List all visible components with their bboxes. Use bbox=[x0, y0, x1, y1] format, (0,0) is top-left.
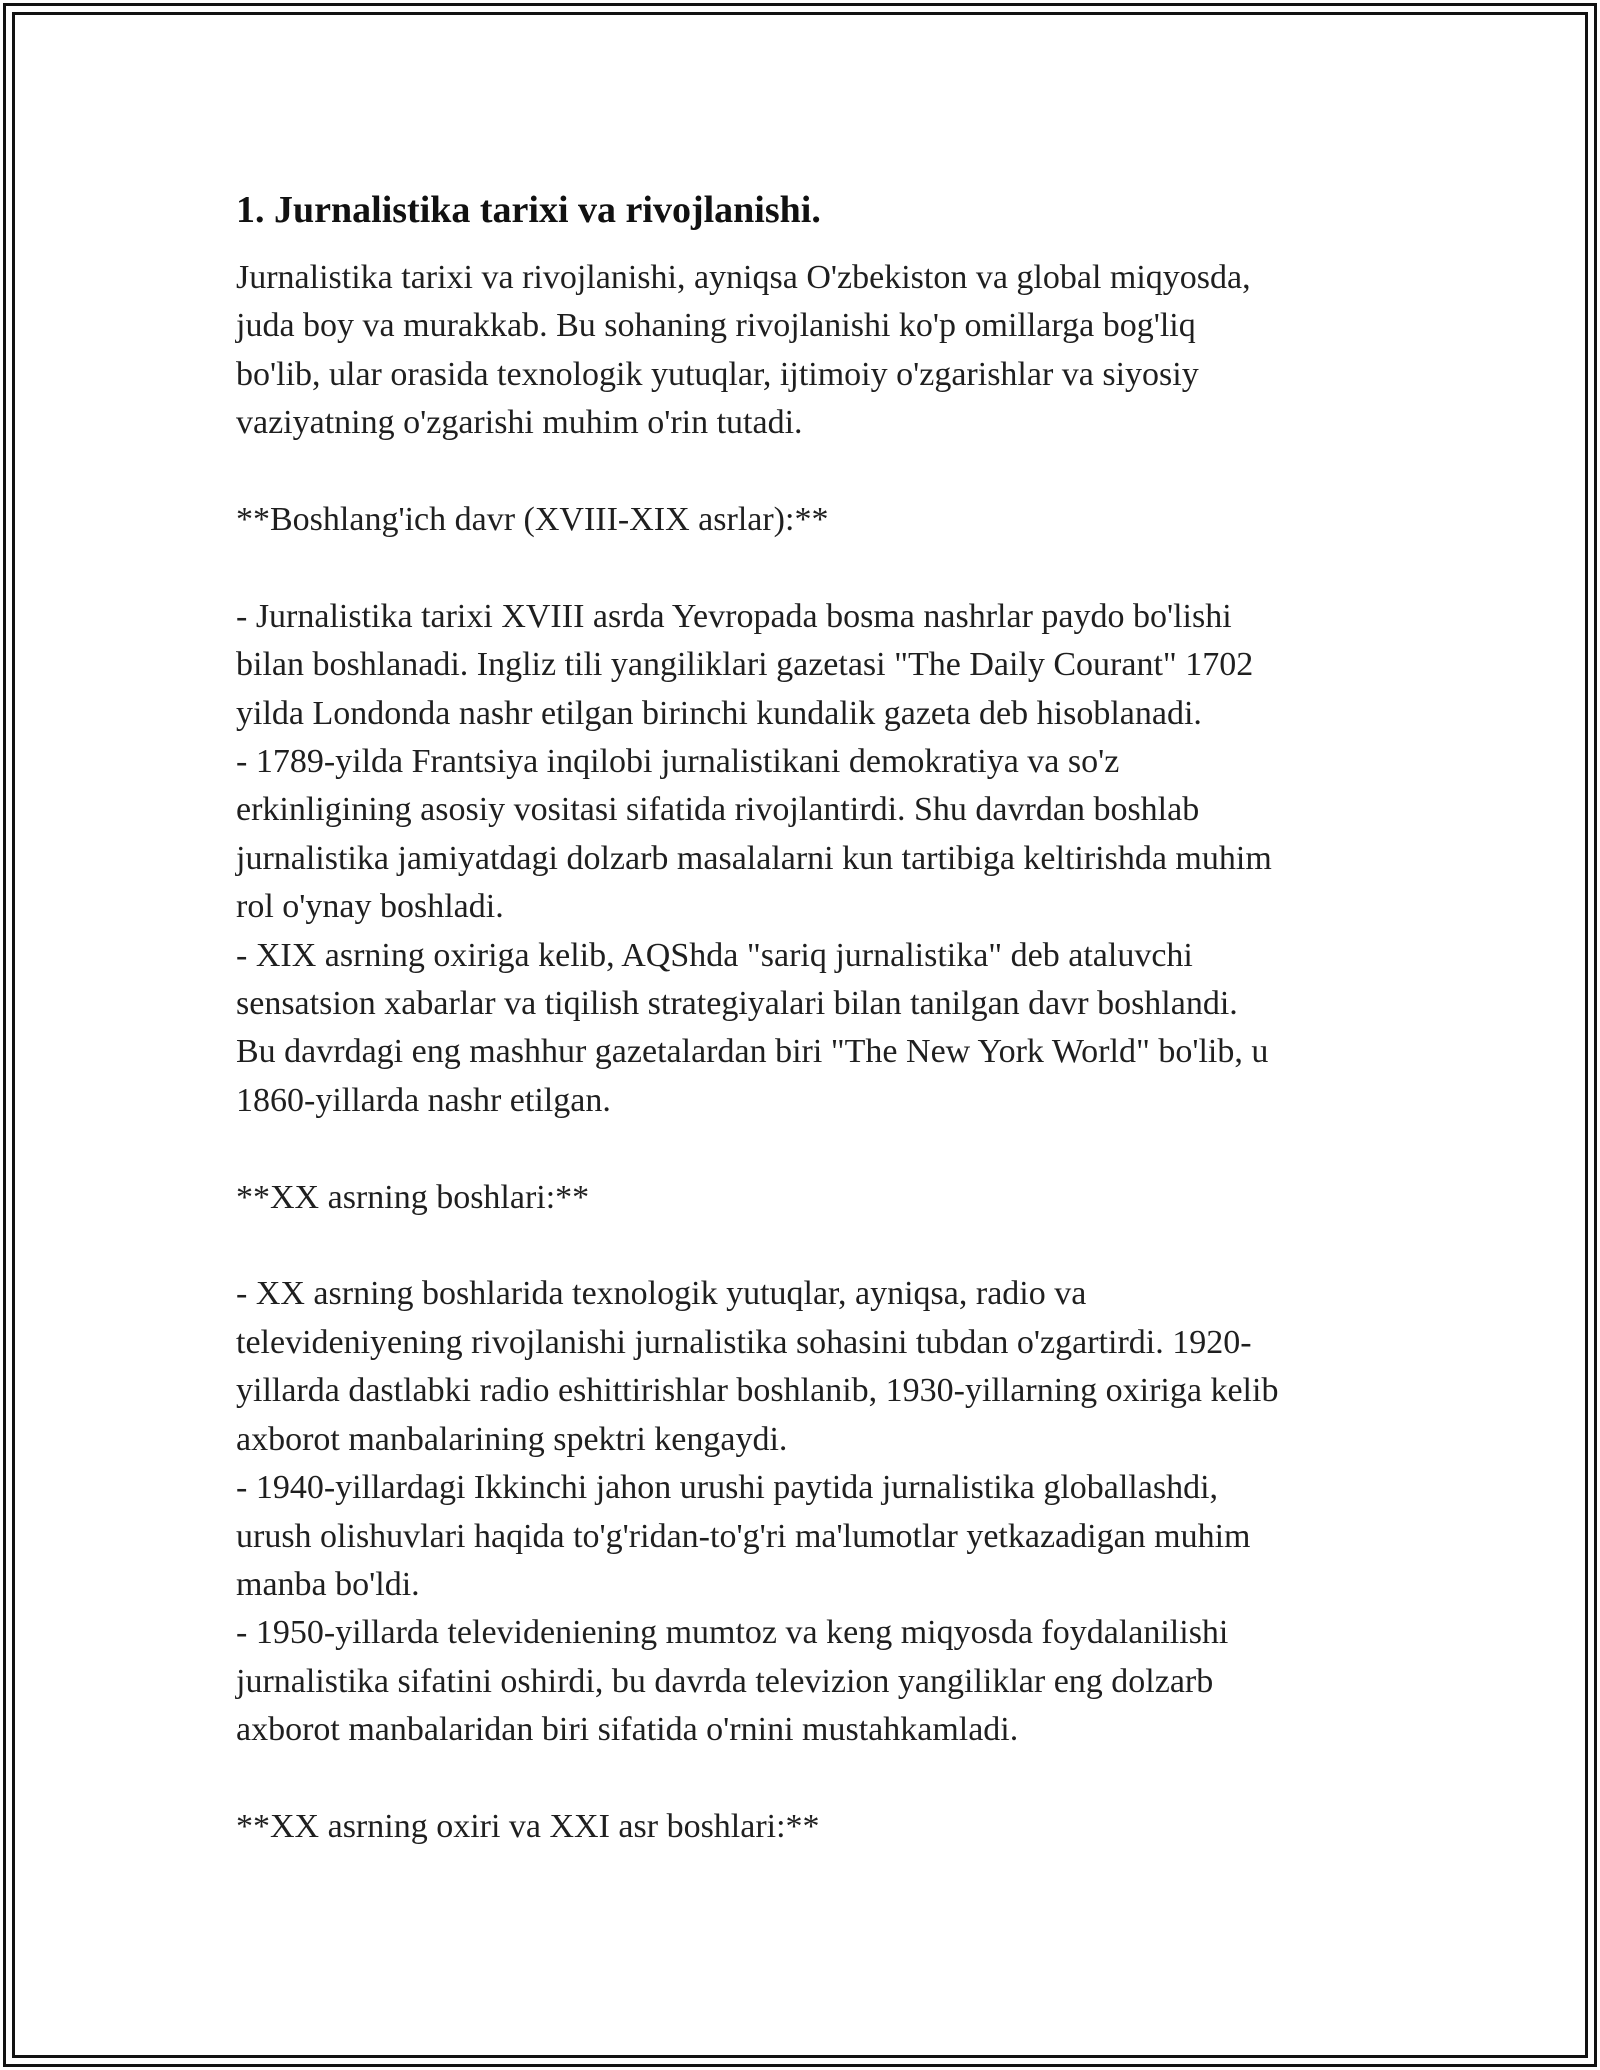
text-line: erkinligining asosiy vositasi sifatida rivojlantirdi. Shu davrdan boshlab bbox=[236, 791, 1200, 829]
text-line: - XX asrning boshlarida texnologik yutuqlar, ayniqsa, radio va bbox=[236, 1275, 1087, 1313]
document-title: 1. Jurnalistika tarixi va rivojlanishi. bbox=[236, 189, 821, 231]
section-heading-early-period: **Boshlang'ich davr (XVIII-XIX asrlar):** bbox=[236, 501, 829, 539]
text-line: Jurnalistika tarixi va rivojlanishi, ayniqsa O'zbekiston va global miqyosda, bbox=[236, 259, 1251, 296]
text-line: axborot manbalaridan biri sifatida o'rnini mustahkamladi. bbox=[236, 1711, 1019, 1749]
text-line: yilda Londonda nashr etilgan birinchi kundalik gazeta deb hisoblanadi. bbox=[236, 694, 1202, 732]
spacer bbox=[236, 544, 1366, 592]
text-line: juda boy va murakkab. Bu sohaning rivojlanishi ko'p omillarga bog'liq bbox=[236, 307, 1196, 345]
text-line: urush olishuvlari haqida to'g'ridan-to'g'ri ma'lumotlar yetkazadigan muhim bbox=[236, 1517, 1251, 1555]
text-line: jurnalistika sifatini oshirdi, bu davrda televizion yangiliklar eng dolzarb bbox=[236, 1662, 1214, 1700]
document-body bbox=[236, 186, 1366, 1851]
text-line: bo'lib, ular orasida texnologik yutuqlar, ijtimoiy o'zgarishlar va siyosiy bbox=[236, 355, 1199, 393]
text-line: rol o'ynay boshladi. bbox=[236, 888, 504, 926]
section-body-early-period bbox=[236, 593, 1366, 1125]
text-line: - 1789-yilda Frantsiya inqilobi jurnalistikani demokratiya va so'z bbox=[236, 743, 1120, 781]
text-line: yillarda dastlabki radio eshittirishlar boshlanib, 1930-yillarning oxiriga kelib bbox=[236, 1372, 1279, 1410]
text-line: 1860-yillarda nashr etilgan. bbox=[236, 1081, 611, 1119]
text-line: - 1940-yillardagi Ikkinchi jahon urushi paytida jurnalistika globallashdi, bbox=[236, 1469, 1219, 1507]
text-line: Bu davrdagi eng mashhur gazetalardan biri "The New York World" bo'lib, u bbox=[236, 1033, 1269, 1071]
section-heading-late-20th-century: **XX asrning oxiri va XXI asr boshlari:** bbox=[236, 1807, 820, 1845]
section-body-early-20th-century bbox=[236, 1270, 1366, 1754]
text-line: sensatsion xabarlar va tiqilish strategiyalari bilan tanilgan davr boshlandi. bbox=[236, 985, 1238, 1023]
text-line: jurnalistika jamiyatdagi dolzarb masalalarni kun tartibiga keltirishda muhim bbox=[236, 839, 1272, 877]
spacer bbox=[236, 448, 1366, 496]
text-line: - Jurnalistika tarixi XVIII asrda Yevropada bosma nashrlar paydo bo'lishi bbox=[236, 597, 1232, 635]
spacer bbox=[236, 1222, 1366, 1270]
text-line: axborot manbalarining spektri kengaydi. bbox=[236, 1420, 788, 1458]
spacer bbox=[236, 1755, 1366, 1803]
section-heading-early-20th-century: **XX asrning boshlari:** bbox=[236, 1178, 590, 1216]
text-line: - 1950-yillarda televideniening mumtoz va keng miqyosda foydalanilishi bbox=[236, 1614, 1229, 1652]
spacer bbox=[236, 1125, 1366, 1173]
intro-paragraph bbox=[236, 254, 1366, 448]
text-line: manba bo'ldi. bbox=[236, 1565, 420, 1603]
text-line: vaziyatning o'zgarishi muhim o'rin tutadi. bbox=[236, 404, 803, 442]
text-line: televideniyening rivojlanishi jurnalistika sohasini tubdan o'zgartirdi. 1920- bbox=[236, 1323, 1252, 1361]
text-line: - XIX asrning oxiriga kelib, AQShda "sariq jurnalistika" deb ataluvchi bbox=[236, 936, 1193, 974]
text-line: bilan boshlanadi. Ingliz tili yangiliklari gazetasi "The Daily Courant" 1702 bbox=[236, 646, 1254, 684]
